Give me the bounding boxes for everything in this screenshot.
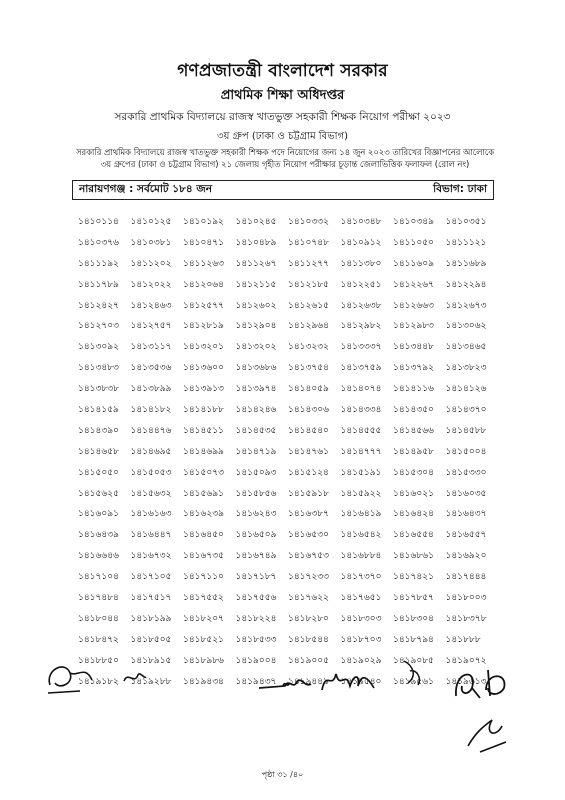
roll-number: ১৪১২০২২: [130, 279, 172, 290]
district-label: নারায়ণগঞ্জ : সর্বমোট ১৮৪ জন: [79, 182, 213, 195]
roll-number: ১৪১৮১৯৯: [130, 613, 172, 624]
roll-number: ১৪১৬৪৩৭: [445, 509, 487, 520]
roll-number: ১৪১৪৩৭০: [445, 405, 487, 416]
roll-number: ১৪১৯১৮২: [78, 676, 119, 687]
roll-number: ১৪১৪৯৫৮: [393, 446, 434, 457]
roll-number: ১৪১৪০৭৪: [340, 384, 382, 395]
roll-number: ১৪১৯০৮৫: [393, 655, 434, 666]
roll-number: ১৪১৪৭৭৭: [340, 446, 382, 457]
roll-number: ১৪১১২০২: [130, 258, 172, 269]
roll-number: ১৪১৮০৪৪: [78, 613, 119, 624]
roll-number: ১৪১৪৩৯০: [78, 425, 119, 436]
roll-number: ১৪১৯৪৪৯: [288, 676, 329, 687]
roll-number: ১৪১০৩৩২: [288, 217, 329, 227]
roll-number: ১৪১২৯৮২: [340, 321, 382, 332]
roll-number: ১৪১৪১৮৮: [183, 405, 224, 416]
roll-number: ১৪১৪৫৬৬: [393, 425, 434, 436]
roll-number: ১৪১০২৪৫: [235, 217, 277, 227]
roll-number: ১৪১০৯১২: [340, 237, 382, 248]
roll-number-grid: [78, 212, 498, 692]
roll-number: ১৪১৯৫৬১: [393, 676, 434, 687]
roll-number: ১৪১৭৪৪৪: [445, 572, 487, 583]
roll-number: ১৪১৫০৯৩: [235, 467, 277, 478]
roll-number: ১৪১৬৮৬১: [393, 551, 434, 562]
signature-3: [255, 668, 315, 698]
roll-number: ১৪১০৩৭৬: [78, 237, 119, 248]
roll-number: ১৪১৫৬৯১: [183, 488, 224, 499]
roll-number: ১৪১৫১২৪: [288, 467, 329, 478]
roll-number: ১৪১৬০৩৫: [445, 488, 487, 499]
roll-number: ১৪১৬৫৪২: [340, 530, 382, 541]
roll-number: ১৪১৫৯২২: [340, 488, 382, 499]
roll-number: ১৪১৬৭৫৩: [288, 551, 329, 562]
signature-1: [40, 655, 102, 700]
roll-number: ১৪১৩৪৪৮: [393, 342, 434, 353]
roll-number: ১৪১২৬১৫: [288, 300, 329, 311]
roll-number: ১৪১৬০২১: [393, 488, 434, 499]
roll-number: ১৪১০৩৪৮: [340, 217, 382, 227]
signature-6: [445, 660, 523, 705]
roll-number: ১৪১৭৬৫১: [340, 593, 382, 604]
roll-number: ১৪১০১৯২: [183, 217, 224, 227]
page-number: পৃষ্ঠা ৩১ /৪০: [261, 770, 304, 779]
roll-number: ১৪১৯৫৪০: [340, 676, 382, 687]
roll-number: ১৪১২১১৫: [235, 279, 277, 290]
roll-number: ১৪১৩৮২৩: [445, 363, 487, 374]
roll-number: ১৪১২৬০২: [235, 300, 277, 311]
roll-number: ১৪১৪৩৫০: [393, 405, 434, 416]
roll-number: ১৪১২৪৬৩: [130, 300, 172, 311]
roll-number: ১৪১৪৫৪০: [288, 425, 329, 436]
roll-number: ১৪১৩৬৮৬: [235, 363, 277, 374]
roll-number: ১৪১৬৩৮৭: [288, 509, 329, 520]
roll-number: ১৪১৩৯১৩: [183, 384, 224, 395]
roll-number: ১৪১৭১০৪: [78, 572, 119, 583]
roll-number: ১৪১৬৬৪৬: [78, 551, 119, 562]
roll-number: ১৪১৬১৬৩: [130, 509, 172, 520]
roll-number: ১৪১৩৪৮৩: [78, 363, 119, 374]
roll-number: ১৪১২৬৬৩: [393, 300, 434, 311]
roll-number: ১৪১৬৯২০: [445, 551, 487, 562]
roll-number: ১৪১১৭৮৯: [78, 279, 119, 290]
roll-number: ১৪১৮২৮০: [288, 613, 329, 624]
roll-number: ১৪১৭৩৭০: [340, 572, 382, 583]
roll-number: ১৪১৫৮৫৬: [235, 488, 277, 499]
roll-number: ১৪১৫০০৪: [445, 446, 487, 457]
roll-number: ১৪১৩৭৯২: [393, 363, 434, 374]
roll-number: ১৪১৮২২৪: [235, 613, 277, 624]
result-description: সরকারি প্রাথমিক বিদ্যালয়ে রাজস্ব খাতভুক্ত সহকারী শিক্ষক পদে নিয়োগের জন্য ১৪ জুন ২০২৩ তারিখের বিজ্ঞাপনের আলোকে ৩য় গ্রুপের (ঢাকা ও চট্টগ্রাম বিভাগ) ২১ জেলায় গৃহীত নিয়োগ পরীক্ষার চূড়ান্ত জেলাভিত্তিক ফলাফল (রোল নং): [75, 147, 495, 169]
roll-number: ১৪১৫৩৩০: [445, 467, 487, 478]
signature-2: [120, 665, 150, 690]
roll-number: ১৪১১০৫০: [393, 237, 434, 248]
roll-number: ১৪১৯৪৩৭: [235, 676, 277, 687]
roll-number: ১৪১৮৯১৫: [130, 655, 172, 666]
roll-number: ১৪১৭৫৫৬: [235, 593, 277, 604]
roll-number: ১৪১৪১৮২: [130, 405, 172, 416]
roll-number: ১৪১৪০৫৯: [288, 384, 329, 395]
roll-number: ১৪১৩৬০০: [183, 363, 224, 374]
roll-number: ১৪১৮৫০৫: [130, 634, 172, 645]
signature-7: [462, 712, 512, 757]
roll-number: ১৪১২৯৮৩: [393, 321, 434, 332]
roll-number: ১৪১৩৫৩৬: [130, 363, 172, 374]
roll-number: ১৪১৩৭৫৯: [340, 363, 382, 374]
exam-title: সরকারি প্রাথমিক বিদ্যালয়ে রাজস্ব খাতভুক্ত সহকারী শিক্ষক নিয়োগ পরীক্ষা ২০২৩: [114, 111, 451, 123]
roll-number: ১৪১৪১৫৯: [78, 405, 119, 416]
roll-number: ১৪১৬৭৩৫: [183, 551, 224, 562]
roll-number: ১৪১৪৬৯৫: [130, 446, 172, 457]
roll-number: ১৪১৩৪৬৫: [445, 342, 487, 353]
roll-number: ১৪১৮০০৩: [445, 593, 487, 604]
roll-number: ১৪১৭১১০: [183, 572, 224, 583]
roll-number: ১৪১৩৩৩৭: [340, 342, 382, 353]
roll-number: ১৪১৯৪৩৪: [183, 676, 224, 687]
roll-number: ১৪১৭৮৫৭: [393, 593, 434, 604]
roll-number: ১৪১৪২৪৬: [235, 405, 277, 416]
roll-number: ১৪১০৩৮১: [130, 237, 172, 248]
roll-number: ১৪১৫০৭৩: [183, 467, 224, 478]
roll-number: ১৪১৩২০২: [235, 342, 277, 353]
roll-number: ১৪১৪১২৬: [445, 384, 487, 395]
roll-number: ১৪১৬৪৪৭: [130, 530, 172, 541]
roll-number: ১৪১২৪২৭: [78, 300, 119, 311]
roll-number: ১৪১৭২৩৩: [288, 572, 329, 583]
roll-number: ১৪১১২৬৩: [183, 258, 224, 269]
roll-number: ১৪১২৯০৪: [235, 321, 277, 332]
roll-number: ১৪১২৬৩৮: [340, 300, 382, 311]
roll-number: ১৪১১১৯২: [78, 258, 119, 269]
roll-number: ১৪১৭৪৮৪: [78, 593, 119, 604]
roll-number: ১৪১২২৫১: [340, 279, 382, 290]
roll-number: ১৪১৪৫৫৫: [340, 425, 382, 436]
roll-number: ১৪১৮৩৭৮: [445, 613, 487, 624]
government-title: গণপ্রজাতন্ত্রী বাংলাদেশ সরকার: [177, 61, 388, 81]
roll-number: ১৪১৮৭৯৪: [393, 634, 434, 645]
roll-number: ১৪১৮৯৮৬: [183, 655, 224, 666]
roll-number: ১৪১১৩৮০: [340, 258, 382, 269]
roll-number: ১৪১২৮১৯: [183, 321, 224, 332]
roll-number: ১৪১৪৬৫৮: [78, 446, 119, 457]
roll-number: ১৪১৯০৭২: [445, 655, 487, 666]
roll-number: ১৪১৪৭১৯: [235, 446, 277, 457]
roll-number: ১৪১০১১৪: [78, 217, 119, 227]
roll-number: ১৪১৩৯৭৪: [235, 384, 277, 395]
roll-number: ১৪১২০৬৪: [183, 279, 224, 290]
roll-number: ১৪১৭৫৫২: [183, 593, 224, 604]
roll-number: ১৪১৭৬২২: [288, 593, 329, 604]
roll-number: ১৪১৬৫৫৪: [393, 530, 434, 541]
roll-number: ১৪১৫০৫০: [78, 467, 119, 478]
roll-number: ১৪১৩২০১: [183, 342, 224, 353]
roll-number: ১৪১২৫৭৭: [183, 300, 224, 311]
roll-number: ১৪১৮৩০৩: [340, 613, 382, 624]
roll-number: ১৪১৪১১৬: [393, 384, 434, 395]
roll-number: ১৪১৪৫১১: [183, 425, 224, 436]
roll-number: ১৪১৬৫০৯: [235, 530, 277, 541]
roll-number: ১৪১৪৩৩৪: [340, 405, 382, 416]
roll-number: ১৪১০৪৮৯: [235, 237, 277, 248]
roll-number: ১৪১৭১৮৭: [235, 572, 277, 583]
roll-number: ১৪১০৭৪৮: [288, 237, 329, 248]
roll-number: ১৪১১৬০৯: [393, 258, 434, 269]
roll-number: ১৪১৮৫৪৪: [288, 634, 329, 645]
roll-number: ১৪১৮৫৩৩: [235, 634, 277, 645]
signature-4: [318, 660, 380, 700]
roll-number: ১৪১৯২৮৮: [130, 676, 172, 687]
roll-number: ১৪১৪৬৯৯: [183, 446, 224, 457]
roll-number: ১৪১২৭৫৭: [130, 321, 172, 332]
roll-number: ১৪১৬২৩৯: [183, 509, 224, 520]
roll-number: ১৪১৪৫৮৮: [445, 425, 487, 436]
roll-number: ১৪১৩০৯২: [78, 342, 119, 353]
roll-number: ১৪১৪৭৬১: [288, 446, 329, 457]
roll-number: ১৪১৫৬৩২: [130, 488, 172, 499]
roll-number: ১৪১৫০৫৩: [130, 467, 172, 478]
roll-number: ১৪১০১২৫: [130, 217, 172, 227]
roll-number: ১৪১০৩৪৯: [393, 217, 434, 227]
roll-number: ১৪১৬০৯১: [78, 509, 119, 520]
roll-number: ১৪১৪৪৭৬: [130, 425, 172, 436]
roll-number: ১৪১৫৩০৪: [393, 467, 434, 478]
roll-number: ১৪১৬৪৩৯: [78, 530, 119, 541]
roll-number: ১৪১৭১০৫: [130, 572, 172, 583]
roll-number: ১৪১৬৮৮৪: [340, 551, 382, 562]
roll-number: ১৪১৮৮৮: [445, 634, 481, 645]
roll-number: ১৪১৬৫৩০: [288, 530, 329, 541]
roll-number: ১৪১০৩৫১: [445, 217, 487, 227]
group-title: ৩য় গ্রুপ (ঢাকা ও চট্টগ্রাম বিভাগ): [216, 131, 349, 142]
roll-number: ১৪১৩৮৩৮: [78, 384, 119, 395]
department-title: প্রাথমিক শিক্ষা অধিদপ্তর: [220, 88, 345, 103]
roll-number: ১৪১৮৫২১: [183, 634, 224, 645]
roll-number: ১৪১৭৪২১: [393, 572, 434, 583]
roll-number: ১৪১২৯৬৪: [288, 321, 329, 332]
roll-number: ১৪১৫১৯১: [340, 467, 382, 478]
roll-number: ১৪১৮৮৫০: [78, 655, 119, 666]
roll-number: ১৪১৬৪২৪: [393, 509, 434, 520]
division-label: বিভাগ: ঢাকা: [433, 182, 487, 195]
roll-number: ১৪১৯০২৯: [340, 655, 382, 666]
roll-number: ১৪১২৭০৩: [78, 321, 119, 332]
roll-number: ১৪১৬৫৫৭: [445, 530, 487, 541]
roll-number: ১৪১৬৪৫০: [183, 530, 224, 541]
roll-number: ১৪১০৪৭১: [183, 237, 224, 248]
roll-number: ১৪১৮৩০৪: [393, 613, 434, 624]
roll-number: ১৪১৪৫৩৫: [235, 425, 277, 436]
roll-number: ১৪১১১২১: [445, 237, 487, 248]
roll-number: ১৪১৮২০৭: [183, 613, 224, 624]
roll-number: ১৪১৯০০৫: [288, 655, 329, 666]
roll-number: ১৪১৬৭৪৯: [235, 551, 277, 562]
roll-number: ১৪১৯০০৪: [235, 655, 277, 666]
roll-number: ১৪১৩১১৭: [130, 342, 172, 353]
roll-number: ১৪১৮৪৭২: [78, 634, 119, 645]
roll-number: ১৪১২২৬৭: [393, 279, 434, 290]
roll-number: ১৪১৬৭৩২: [130, 551, 172, 562]
district-header-box: [72, 180, 494, 200]
roll-number: ১৪১১৬৮৯: [445, 258, 487, 269]
roll-number: ১৪১৯৬১৩: [445, 676, 487, 687]
roll-number: ১৪১৮৭০৩: [340, 634, 382, 645]
roll-number: ১৪১১২৭৭: [288, 258, 329, 269]
roll-number: ১৪১৬২৪৩: [235, 509, 277, 520]
roll-number: ১৪১২৬৭৩: [445, 300, 487, 311]
roll-number: ১৪১৩২৩২: [288, 342, 329, 353]
roll-number: ১৪১৫৬২৫: [78, 488, 119, 499]
signature-5: [398, 655, 428, 690]
roll-number: ১৪১৩০৬২: [445, 321, 487, 332]
roll-number: ১৪১২১৮৫: [288, 279, 329, 290]
roll-number: ১৪১৪৩০৬: [288, 405, 329, 416]
roll-number: ১৪১১২৬৭: [235, 258, 277, 269]
roll-number: ১৪১৩৮৯৯: [130, 384, 172, 395]
roll-number: ১৪১২২৯৪: [445, 279, 487, 290]
roll-number: ১৪১৭৫১৭: [130, 593, 172, 604]
roll-number: ১৪১৩৭৫৪: [288, 363, 329, 374]
roll-number: ১৪১৬৪১৯: [340, 509, 382, 520]
roll-number: ১৪১৫৯১৮: [288, 488, 329, 499]
